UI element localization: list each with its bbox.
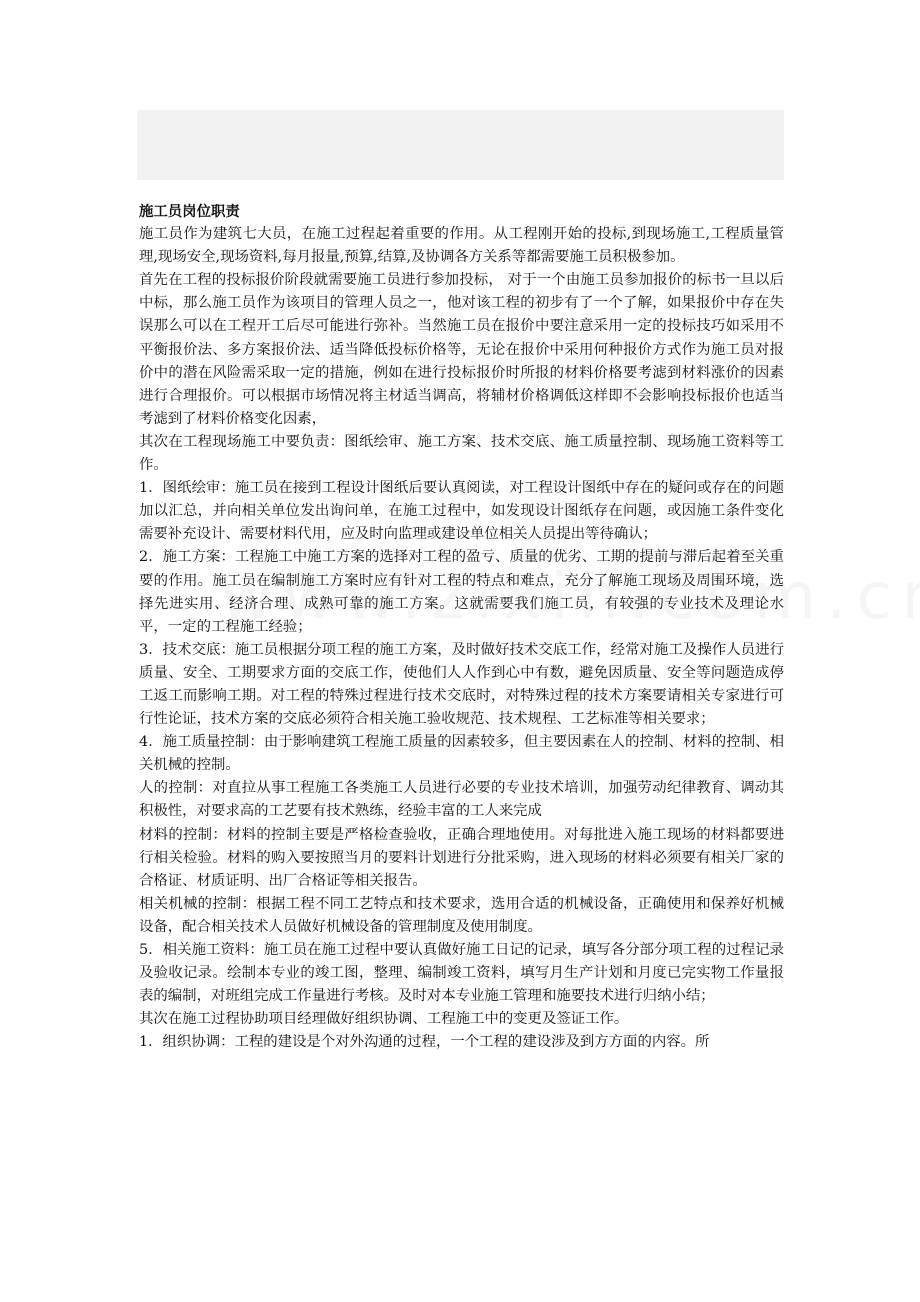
paragraph-construction-plan: 2．施工方案：工程施工中施工方案的选择对工程的盈亏、质量的优劣、工期的提前与滞后起着至关重要的作用。施工员在编制施工方案时应有针对工程的特点和难点，充分了解施工现场及周围环境，选择先进实用、经济合理、成熟可靠的施工方案。这就需要我们施工员，有较强的专业技术及理论水平，一定的工程施工经验；: [139, 549, 784, 635]
paragraph-construction-records: 5．相关施工资料：施工员在施工过程中要认真做好施工日记的记录，填写各分部分项工程的过程记录及验收记录。绘制本专业的竣工图，整理、编制竣工资料，填写月生产计划和月度已完实物工作量报表的编制，对班组完成工作量进行考核。及时对本专业施工管理和施要技术进行归纳小结；: [139, 942, 784, 1005]
paragraph-organization-coordination: 1．组织协调：工程的建设是个对外沟通的过程，一个工程的建设涉及到方方面的内容。所: [139, 1034, 710, 1051]
document-body: [139, 200, 784, 1054]
paragraph-machinery-control: 相关机械的控制：根据工程不同工艺特点和技术要求，选用合适的机械设备，正确使用和保养好机械设备，配合相关技术人员做好机械设备的管理制度及使用制度。: [139, 895, 784, 935]
paragraph-site-work: 其次在工程现场施工中要负责：图纸绘审、施工方案、技术交底、施工质量控制、现场施工资料等工作。: [139, 433, 784, 474]
paragraph-intro: 施工员作为建筑七大员，在施工过程起着重要的作用。从工程刚开始的投标,到现场施工,工程质量管理,现场安全,现场资料,每月报量,预算,结算,及协调各方关系等都需要施工员积极参加。: [139, 226, 784, 266]
top-banner: [137, 110, 784, 180]
paragraph-people-control: 人的控制：对直拉从事工程施工各类施工人员进行必要的专业技术培训，加强劳动纪律教育、调动其积极性，对要求高的工艺要有技术熟练，经验丰富的工人来完成: [139, 780, 784, 820]
paragraph-material-control: 材料的控制：材料的控制主要是严格检查验收，正确合理地使用。对每批进入施工现场的材料都要进行相关检验。材料的购入要按照当月的要料计划进行分批采购，进入现场的材料必须要有相关厂家的合格证、材质证明、出厂合格证等相关报告。: [139, 826, 784, 889]
document-title: 施工员岗位职责: [139, 203, 240, 220]
paragraph-quality-control: 4．施工质量控制：由于影响建筑工程施工质量的因素较多，但主要因素在人的控制、材料的控制、相关机械的控制。: [139, 734, 784, 774]
paragraph-drawing-review: 1．图纸绘审：施工员在接到工程设计图纸后要认真阅读，对工程设计图纸中存在的疑问或存在的问题加以汇总，并向相关单位发出询问单，在施工过程中，如发现设计图纸存在问题，或因施工条件变化需要补充设计、需要材料代用，应及时向监理或建设单位相关人员提出等待确认；: [139, 480, 784, 543]
paragraph-coordination-intro: 其次在施工过程协助项目经理做好组织协调、工程施工中的变更及签证工作。: [139, 1011, 629, 1028]
paragraph-bidding: 首先在工程的投标报价阶段就需要施工员进行参加投标， 对于一个由施工员参加报价的标书一旦以后中标，那么施工员作为该项目的管理人员之一，他对该工程的初步有了一个了解，如果报价中存在失误那么可以在工程开工后尽可能进行弥补。当然施工员在报价中要注意采用一定的投标技巧如采用不平衡报价法、多方案报价法、适当降低投标价格等，无论在报价中采用何种报价方式作为施工员对报价中的潜在风险需采取一定的措施，例如在进行投标报价时所报的材料价格要考滤到材料涨价的因素进行合理报价。可以根据市场情况将主材适当调高，将辅材价格调低这样即不会影响投标报价也适当考滤到了材料价格变化因素，: [139, 272, 784, 427]
paragraph-technical-briefing: 3．技术交底：施工员根据分项工程的施工方案，及时做好技术交底工作，经常对施工及操作人员进行质量、安全、工期要求方面的交底工作，使他们人人作到心中有数，避免因质量、安全等问题造成停工返工而影响工期。对工程的特殊过程进行技术交底时，对特殊过程的技术方案要请相关专家进行可行性论证，技术方案的交底必须符合相关施工验收规范、技术规程、工艺标准等相关要求；: [139, 641, 784, 728]
